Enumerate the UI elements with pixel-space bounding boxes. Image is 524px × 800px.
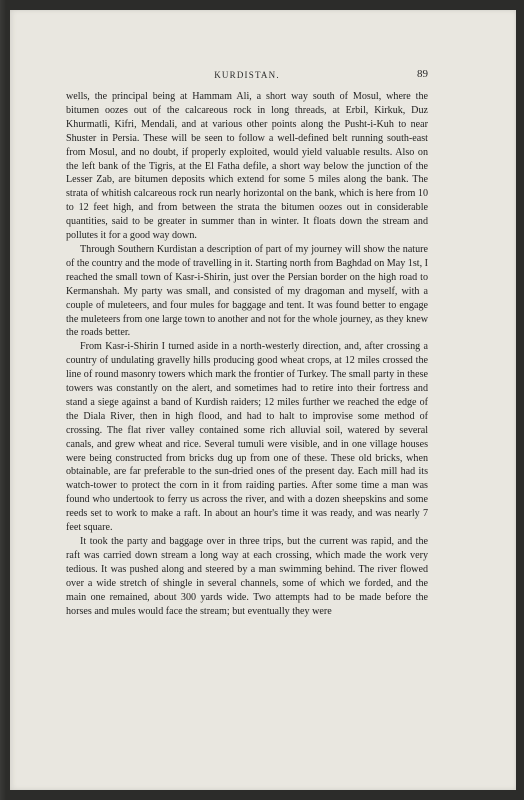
paragraph: wells, the principal being at Hammam Ali, a short way south of Mosul, where the bitumen oozes out of the calcareous rock in long threads, at Erbil, Kirkuk, Duz Khurmatli, Kifri, Mendali, and at various other points along the Pusht-i-Kuh to near Shuster in Persia. These will be seen to follow a well-defined belt running south-east from Mosul, and no doubt, if properly exploited, would yield valuable results. Also on the left bank of the Tigris, at the El Fatha defile, a short way below the junction of the Lesser Zab, are bitumen deposits which extend for some 5 miles along the bank. The strata of whitish calcareous rock run nearly horizontal on the bank, which is here from 10 to 12 feet high, and from between the strata the bitumen oozes out in considerable quantities, said to be greater in summer than in winter. It floats down the stream and pollutes it for a good way down.	[66, 91, 428, 242]
page-number: 89	[417, 68, 428, 80]
body-text	[66, 90, 428, 618]
paragraph: It took the party and baggage over in three trips, but the current was rapid, and the raft was carried down stream a long way at each crossing, which made the work very tedious. It was pushed along and steered by a man swimming behind. The river flowed over a wide stretch of shingle in several channels, some of which we forded, and the main one remained, about 300 yards wide. Two attempts had to be made before the horses and mules would face the stream; but eventually they were	[66, 536, 428, 617]
running-title: KURDISTAN.	[214, 70, 280, 80]
paragraph: Through Southern Kurdistan a description of part of my journey will show the nature of the country and the mode of travelling in it. Starting north from Baghdad on May 1st, I reached the small town of Kasr-i-Shirin, just over the Persian border on the high road to Kermanshah. My party was small, and consisted of my dragoman and myself, with a couple of muleteers, and four mules for baggage and tent. It was found better to engage the muleteers from one large town to another and not for the whole journey, as they knew the roads better.	[66, 243, 428, 339]
paragraph: From Kasr-i-Shirin I turned aside in a north-westerly direction, and, after crossing a country of undulating gravelly hills producing good wheat crops, at 12 miles crossed the line of round masonry towers which mark the frontier of Turkey. The small party in these towers was constantly on the alert, and sometimes had to retire into their fortress and stand a siege against a band of Kurdish raiders; 12 miles further we reached the edge of the Diala River, then in high flood, and had to halt to improvise some method of crossing. The flat river valley contained some rich alluvial soil, watered by several canals, and grew wheat and rice. Several tumuli were visible, and in one village houses were being constructed from bricks dug up from one of these. These old bricks, when obtainable, are far preferable to the sun-dried ones of the present day. Each mill had its watch-tower to protect the corn in it from raiding parties. After some time a man was found who undertook to ferry us across the river, and with a dozen sheepskins and some reeds set to work to make a raft. In about an hour's time it was ready, and was nearly 7 feet square.	[66, 341, 428, 534]
